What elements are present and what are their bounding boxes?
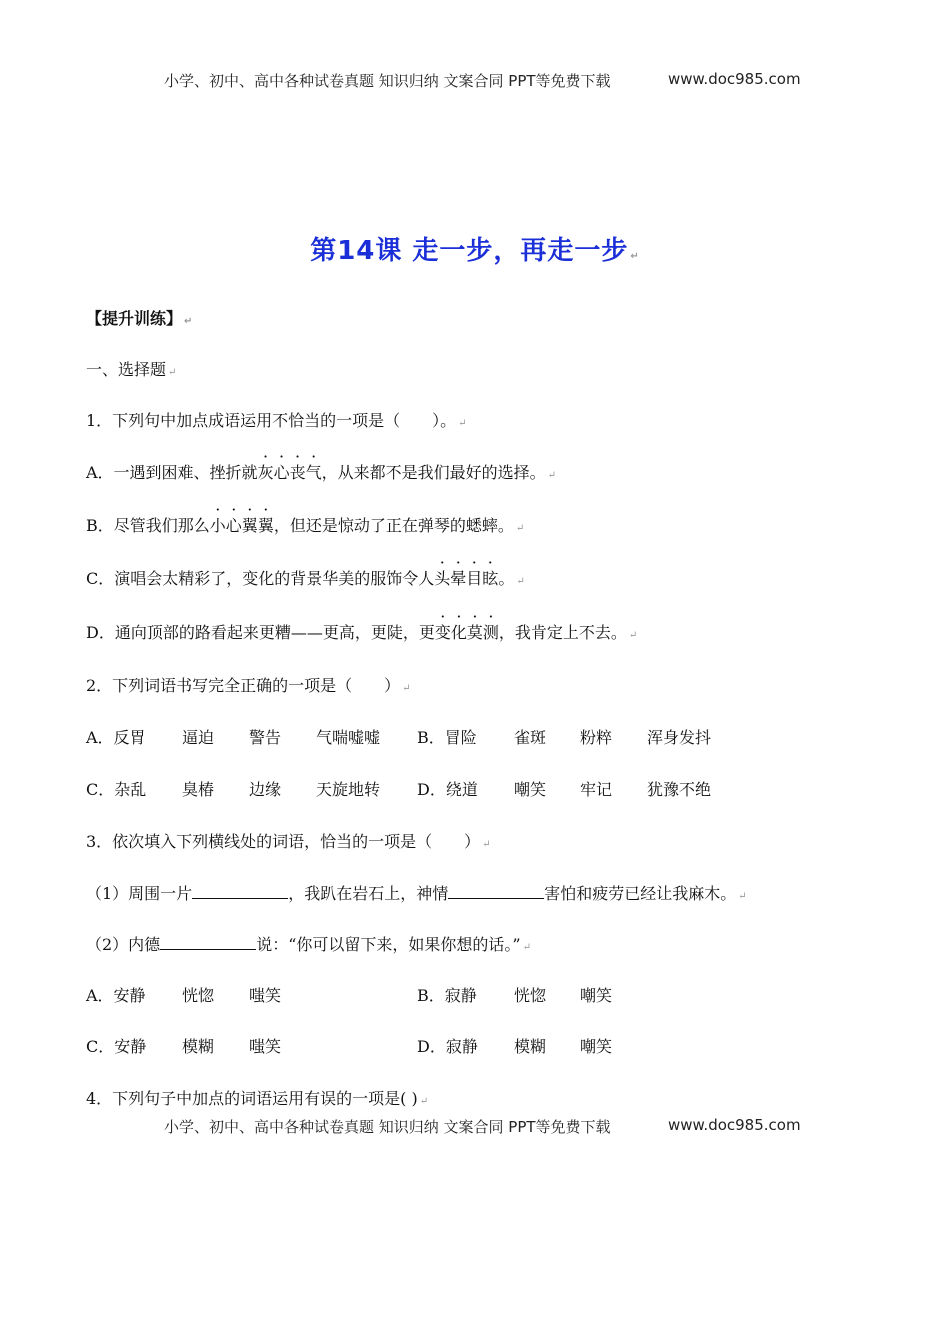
section-heading: 【提升训练】 ↵ (86, 309, 193, 328)
header-url[interactable]: www.doc985.com (668, 70, 801, 88)
page-title: 第14课 走一步，再走一步 ↵ (310, 236, 640, 266)
q4-stem: 4．下列句子中加点的词语运用有误的一项是( ) ↵ (86, 1089, 429, 1108)
q2-stem: 2．下列词语书写完全正确的一项是（ ） ↵ (86, 676, 411, 695)
q2-row-ab: A．反胃 逼迫 警告 气喘嘘嘘 B．冒险 雀斑 粉粹 浑身发抖 (86, 728, 712, 747)
q3-stem: 3．依次填入下列横线处的词语，恰当的一项是（ ） ↵ (86, 832, 491, 851)
footer-url[interactable]: www.doc985.com (668, 1116, 801, 1134)
q3-sentence-1: （1）周围一片 ，我趴在岩石上，神情 害怕和疲劳已经让我麻木。 ↵ (86, 884, 747, 903)
q3-row-cd: C．安静 模糊 嗤笑 D．寂静 模糊 嘲笑 (86, 1037, 613, 1056)
q3-row-ab: A．安静 恍惚 嗤笑 B．寂静 恍惚 嘲笑 (86, 986, 613, 1005)
q1-stem: 1．下列句中加点成语运用不恰当的一项是（ ）。 ↵ (86, 411, 467, 430)
q1-option-a: A．一遇到困难、挫折就灰心丧气，从来都不是我们最好的选择。 ↵ (86, 463, 557, 482)
q1-option-c: C．演唱会太精彩了，变化的背景华美的服饰令人头晕目眩。 ↵ (86, 569, 525, 588)
part-heading: 一、选择题 ↵ (86, 360, 177, 379)
q2-row-cd: C．杂乱 臭椿 边缘 天旋地转 D．绕道 嘲笑 牢记 犹豫不绝 (86, 780, 712, 799)
q3-sentence-2: （2）内德 说：“你可以留下来，如果你想的话。” ↵ (86, 935, 531, 954)
q1-option-d: D．通向顶部的路看起来更糟——更高，更陡，更变化莫测，我肯定上不去。 ↵ (86, 623, 638, 642)
header-text: 小学、初中、高中各种试卷真题 知识归纳 文案合同 PPT等免费下载 (164, 72, 611, 90)
q1-option-b: B．尽管我们那么小心翼翼，但还是惊动了正在弹琴的蟋蟀。 ↵ (86, 516, 525, 535)
footer-text: 小学、初中、高中各种试卷真题 知识归纳 文案合同 PPT等免费下载 (164, 1118, 611, 1136)
